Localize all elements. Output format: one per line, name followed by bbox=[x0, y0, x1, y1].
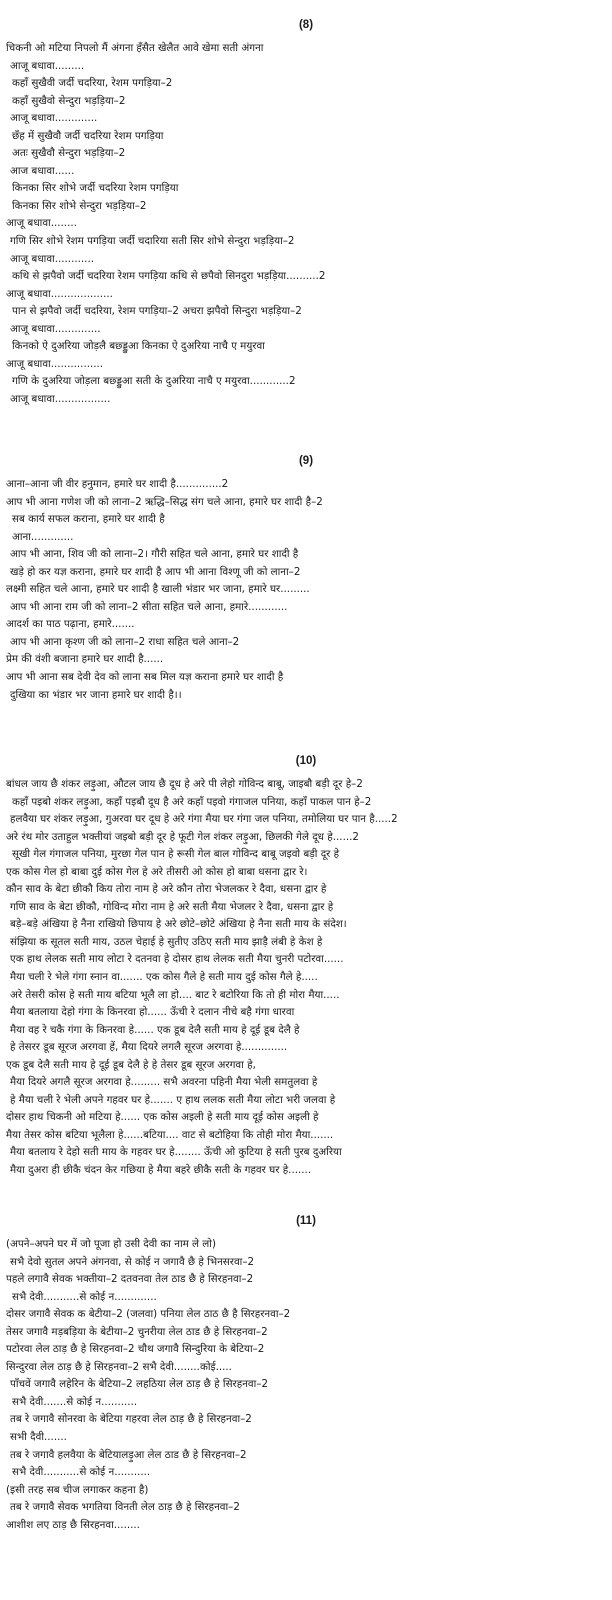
song-line: हलवैया घर शंकर लड़ुआ, गुअरवा घर दूध हे अरे गंगा मैया घर गंगा जल पनिया, तमोलिया घर पान है.....2 bbox=[10, 813, 398, 826]
song-line: हे मैया चली रे भेली अपने गहवर घर हे....... ए हाथ ललक सती मैया लोटा भरी जलवा हे bbox=[10, 1093, 336, 1106]
song-line: पटोरवा लेल ठाड़ छै हे सिरहनवा–2 चौथ जगावै सिन्दुरिया के बेटिया–2 bbox=[6, 1343, 265, 1356]
song-line: खड़े हो कर यज्ञ कराना, हमारे घर शादी है आप भी आना विश्णू जी को लाना–2 bbox=[10, 565, 301, 578]
song-section-8 bbox=[0, 16, 612, 408]
song-section-10 bbox=[0, 752, 612, 1180]
song-line: आजू बधावा........ bbox=[6, 217, 77, 230]
section-lines bbox=[0, 1236, 612, 1534]
song-line: कहाँ सुखैवो सेन्दुरा भड़ड़िया–2 bbox=[12, 94, 126, 107]
song-line: मैया चली रे भेले गंगा स्नान वा....... एक कोस गैले हे सती माय दुई कोस गैले हे..... bbox=[10, 971, 318, 984]
song-line: तेसर जगावै मड़बड़िया के बेटीया–2 चुनरीया लेल ठाड छै हे सिरहनवा–2 bbox=[6, 1325, 268, 1338]
song-line: आजू बधावा................. bbox=[10, 392, 111, 405]
song-line: प्रेम की वंशी बजाना हमारे घर शादी है...... bbox=[6, 653, 164, 666]
song-line: (अपने–अपने घर में जो पूजा हो उसी देवी का नाम ले लो) bbox=[6, 1238, 216, 1250]
song-line: बड़े–बड़े अंखिया हे नैना राखियो छिपाय हे अरे छोटे–छोटे अंखिया हे नैना सती माय के संदेश। bbox=[10, 918, 347, 931]
section-heading: (10) bbox=[295, 755, 317, 767]
song-line: एक हाथ लेलक सती माय लोटा रे दतनवा हे दोसर हाथ लेलक सती मैया चुनरी पटोरवा...... bbox=[10, 953, 344, 966]
song-line: आप भी आना सब देवी देव को लाना सब मिल यज्ञ कराना हमारे घर शादी है bbox=[6, 671, 284, 684]
song-line: अरे रंथ मोर उताहुल भक्तीयां जइबो बड़ी दूर हे फूटी गेल शंकर लड़ुआ, छिलकी गेले दूध हे......2 bbox=[6, 830, 359, 843]
section-heading: (11) bbox=[296, 1215, 316, 1227]
song-line: आजू बधावा............ bbox=[10, 252, 94, 265]
section-heading: (8) bbox=[298, 19, 314, 31]
song-line: संझिया क सूतल सती माय, उठल चेहाई हे सुतीए उठिए सती माय झाड़ै लंबी हे केश हे bbox=[10, 935, 323, 948]
song-line: तब रे जगावै सोनरवा के बेटिया गहरवा लेल ठाड़ छै हे सिरहनवा–2 bbox=[10, 1413, 252, 1426]
song-line: दोसर हाथ चिकनी ओ मटिया हे...... एक कोस अइली हे सती माय दूई कोस अइली हे bbox=[6, 1111, 319, 1124]
song-line: लक्ष्मी सहित चले आना, हमारे घर शादी है खाली भंडार भर जाना, हमारे घर......... bbox=[6, 583, 310, 596]
song-line: पान से झपैवो जर्दी चदरिया, रेशम पगड़िया–2 अचरा झपैवो सिन्दुरा भड़ड़िया–2 bbox=[12, 305, 302, 318]
song-line: अतः सुखैवौ सेन्दुरा भड़ड़िया–2 bbox=[12, 147, 126, 160]
song-line: पहले लगावै सेवक भक्तीया–2 दतवनवा तेल ठाड छै हे सिरहनवा–2 bbox=[6, 1273, 254, 1286]
song-line: मैया बतलाय रे देहो सती माय के गहवर घर हे........ ऊँची ओ कुटिया हे सती पुरब दुअरिया bbox=[10, 1146, 342, 1159]
song-line: बांधल जाय छै शंकर लड़ुआ, औटल जाय छै दूध हे अरे पी लेहो गोविन्द बाबू, जाइबौ बड़ी दूर हे–2 bbox=[6, 778, 363, 790]
section-heading: (9) bbox=[298, 455, 314, 467]
song-line: सभै देवी...........से कोई न............. bbox=[12, 1290, 157, 1303]
song-line: अरे तेसरी कोस हे सती माय बटिया भूलै ला हो.... बाट रे बटोरिया कि तो ही मोरा मैया..... bbox=[10, 988, 340, 1001]
song-line: आप भी आना कृश्ण जी को लाना–2 राधा सहित चले आना–2 bbox=[10, 635, 240, 648]
song-line: किनका सिर शोभे सेन्दुरा भड़ड़िया–2 bbox=[12, 199, 147, 212]
song-line: एक डूब देलै सती माय हे दूई डूब देलै हे हे तेसर डूब सूरज अरगवा हे, bbox=[6, 1058, 256, 1071]
song-line: मैया वह रे चकै गंगा के किनरवा हे...... एक डूब देलै सती माय हे दूई डूब देलै हे bbox=[10, 1023, 300, 1036]
song-line: गणि सिर शोभे रेशम पगड़िया जर्दी चदारिया सती सिर शोभे सेन्दुरा भड़ड़िया–2 bbox=[10, 235, 295, 248]
song-line: मैया तेसर कोस बटिया भूलैला हे......बटिया.... वाट से बटोहिया कि तोही मोरा मैया....... bbox=[6, 1128, 334, 1141]
song-line: तब रे जगावै सेवक भगतिया विनती लेल ठाड़ छै हे सिरहनवा–2 bbox=[10, 1501, 240, 1514]
song-line: दोसर जगावै सेवक क बेटीया–2 (जलवा) पनिया लेल ठाठ छै है सिरहरनवा–2 bbox=[6, 1308, 291, 1321]
song-line: कथि से झपैवो जर्दी चदरिया रेशम पगड़िया कथि से छपैवो सिनदुरा भड़ड़िया..........2 bbox=[12, 270, 326, 283]
song-line: एक कोस गेल हो बाबा दुई कोस गेल हे अरे तीसरी ओ कोस हो बाबा धसना द्वार रे। bbox=[6, 865, 308, 878]
song-line: सूखी गेल गंगाजल पनिया, मुरछा गेल पान हे रूसी गेल बाल गोविन्द बाबू जइवो बड़ी दूर हे bbox=[12, 848, 340, 861]
song-line: तब रे जगावै हलवैया के बेटियालड़ुआ लेल ठाड छै हे सिरहनवा–2 bbox=[10, 1448, 247, 1461]
song-line: सभै देवी.......से कोई न........... bbox=[12, 1395, 138, 1408]
song-line: कहाँ सुखैवी जर्दी चदरिया, रेशम पगड़िया–2 bbox=[12, 77, 173, 90]
song-line: सभी दैवी....... bbox=[10, 1431, 67, 1444]
song-line: आप भी आना गणेश जी को लाना–2 ऋद्धि–सिद्ध संग चले आना, हमारे घर शादी है–2 bbox=[6, 495, 323, 508]
song-line: किनको ऐ दुअरिया जोड़लै बछ्ड्डुआ किनका ऐ दुअरिया नाचै ए मयुरवा bbox=[12, 340, 265, 353]
song-line: आप भी आना राम जी को लाना–2 सीता सहित चले आना, हमारे............ bbox=[10, 600, 288, 613]
song-section-9 bbox=[0, 452, 612, 704]
song-line: आजू बधावा......... bbox=[10, 59, 85, 72]
song-line: सिन्दुरवा लेल ठाड़ छै हे सिरहनवा–2 सभै देवी........कोई..... bbox=[6, 1360, 232, 1373]
song-line: गणि साव के बेटा छीकौ, गोविन्द मोरा नाम हे अरे सती मैया भेजलर रे दैवा, धसना द्वार हे bbox=[10, 900, 334, 913]
song-line: आजू बधावा............. bbox=[10, 112, 98, 125]
song-line: मैया दियरे अगलै सूरज अरगवा हे......... सभै अवरना पहिनी मैया भेली समतुलवा हे bbox=[10, 1076, 318, 1089]
song-line: आप भी आना, शिव जी को लाना–2। गौरी सहित चले आना, हमारे घर शादी है bbox=[10, 548, 299, 561]
song-line: चिकनी ओ मटिया निपलो मैं अंगना हँसैत खेलैत आवे खेमा सती अंगना bbox=[6, 42, 264, 54]
song-line: सब कार्य सफल कराना, हमारे घर शादी है bbox=[12, 513, 165, 526]
song-line: आना............. bbox=[12, 530, 74, 543]
song-line: आदर्श का पाठ पढ़ाना, हमारे....... bbox=[6, 618, 135, 631]
song-line: आजू बधावा................ bbox=[6, 357, 104, 370]
song-line: आजू बधावा................... bbox=[6, 287, 113, 300]
song-line: छँह में सुखैवौ जर्दी चदरिया रेशम पगड़िया bbox=[12, 129, 164, 142]
song-section-11 bbox=[0, 1212, 612, 1534]
song-line: आना–आना जी वीर हनुमान, हमारे घर शादी है..............2 bbox=[6, 478, 229, 490]
song-line: पाँचवें जगावै लहेरिन के बेटिया–2 लहठिया लेल ठाड़ छै हे सिरहनवा–2 bbox=[10, 1378, 269, 1391]
song-line: कहाँ पइबो शंकर लड़ुआ, कहाँ पइबौ दूध है अरे कहाँ पइवो गंगाजल पनिया, कहाँ पाकल पान हे–2 bbox=[12, 795, 372, 808]
song-line: सभै देवो सुतल अपने अंगनवा, से कोई न जगावै छै हे भिनसरवा–2 bbox=[10, 1255, 255, 1268]
song-line: मैया दुअरा ही छीकै चंदन केर गछिया हे मैया बहरे छीकै सती के गहवर घर हे....... bbox=[10, 1164, 312, 1177]
section-lines bbox=[0, 776, 612, 1180]
song-line: मैया बतलाया देहो गंगा के किनरवा हो...... ऊँची रे दलान नीचे बहै गंगा धारवा bbox=[10, 1006, 295, 1019]
song-line: कौन साव के बेटा छीकौ किय तोरा नाम हे अरे कौन तोरा भेजलकर रे दैवा, धसना द्वार हे bbox=[6, 883, 327, 896]
song-line: (इसी तरह सब चीज लगाकर कहना है) bbox=[6, 1483, 149, 1496]
section-lines bbox=[0, 476, 612, 704]
song-line: आजू बधावा.............. bbox=[10, 322, 101, 335]
song-line: सभै देवी...........से कोई न........... bbox=[12, 1466, 151, 1479]
song-line: दुखिया का भंडार भर जाना हमारे घर शादी है।। bbox=[10, 688, 182, 701]
song-line: हे तेसरर डूब सूरज अरगवा हें, मैया दियरे लगलै सूरज अरगवा हे.............. bbox=[10, 1041, 288, 1054]
song-line: आज बधावा...... bbox=[10, 164, 75, 177]
song-line: किनका सिर शोभे जर्दी चदरिया रेशम पगड़िया bbox=[12, 182, 179, 195]
section-lines bbox=[0, 40, 612, 408]
song-line: गणि के दुअरिया जोड़ला बछ्ड्डुआ सती के दुअरिया नाचै ए मयुरवा............2 bbox=[12, 375, 296, 388]
song-line: आशीश लए ठाड़ छै सिरहनवा........ bbox=[6, 1518, 140, 1531]
